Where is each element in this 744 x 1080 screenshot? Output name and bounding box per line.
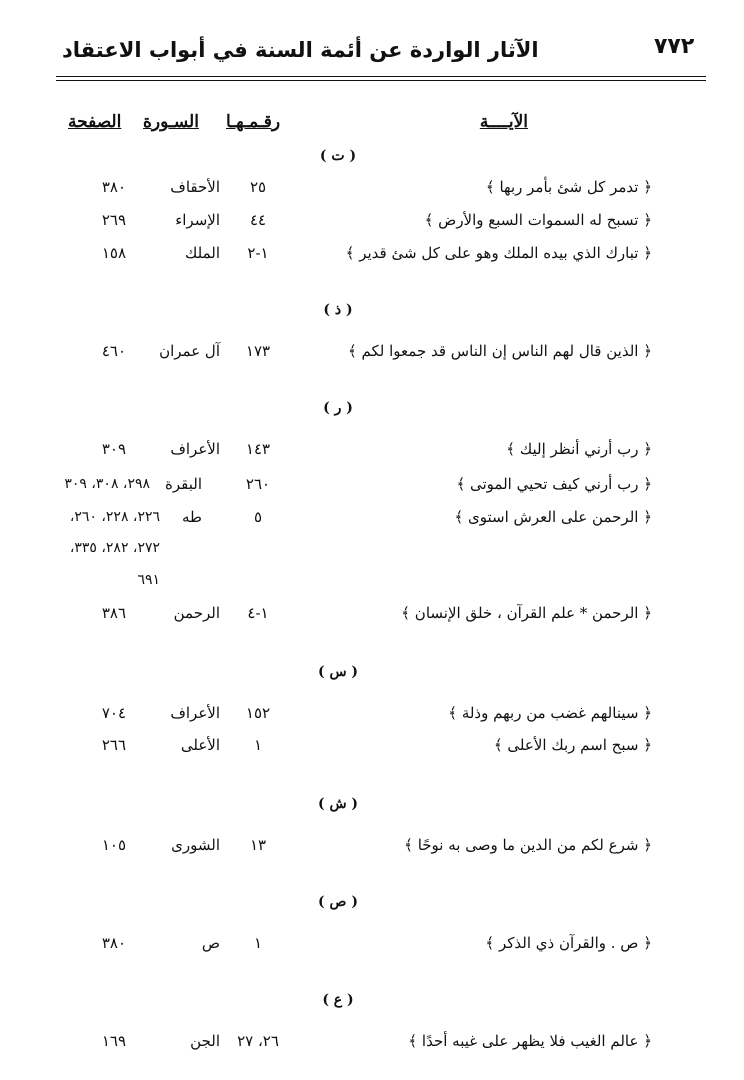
verse-number-cell: ٥	[253, 508, 263, 526]
section-letter: ( ش )	[317, 796, 359, 812]
verse-number-cell: ١-٤	[247, 604, 269, 622]
page-ref-cell: ٣٨٠	[101, 934, 126, 952]
sura-cell: آل عمران	[159, 342, 220, 360]
sura-cell: الملك	[184, 244, 220, 262]
page-ref-cell: ٣٨٦	[101, 604, 126, 622]
verse-number-cell: ٤٤	[249, 211, 267, 229]
sura-cell: الأعراف	[170, 440, 220, 458]
verse-cell: ﴿ سبح اسم ربك الأعلى ﴾	[493, 736, 652, 754]
page-ref-cell: ٢٩٨، ٣٠٨، ٣٠٩	[64, 476, 150, 492]
sura-cell: الإسراء	[175, 211, 220, 229]
verse-cell: ﴿ تبارك الذي بيده الملك وهو على كل شئ قدير ﴾	[345, 244, 652, 262]
verse-number-cell: ١٧٣	[245, 342, 271, 360]
page-ref-continuation: ٢٧٢، ٢٨٢، ٣٣٥،	[69, 540, 160, 556]
section-letter: ( ص )	[318, 894, 358, 910]
verse-cell: ﴿ رب أرني كيف تحيي الموتى ﴾	[456, 475, 652, 493]
column-header-page: الصفحة	[68, 112, 122, 132]
section-letter: ( ع )	[322, 992, 354, 1008]
page-ref-cell: ١٥٨	[101, 244, 126, 262]
page-ref-cell: ٧٠٤	[101, 704, 126, 722]
verse-cell: ﴿ الرحمن * علم القرآن ، خلق الإنسان ﴾	[401, 604, 652, 622]
sura-cell: الأحقاف	[170, 178, 220, 196]
sura-cell: طه	[182, 508, 202, 526]
sura-cell: ص	[201, 934, 220, 952]
column-header-verse: الآيــــة	[479, 112, 528, 132]
section-letter: ( ذ )	[323, 302, 353, 318]
verse-cell: ﴿ الرحمن على العرش استوى ﴾	[454, 508, 652, 526]
verse-cell: ﴿ تدمر كل شئ بأمر ربها ﴾	[485, 178, 652, 196]
verse-number-cell: ١	[253, 736, 263, 754]
verse-cell: ﴿ شرع لكم من الدين ما وصى به نوحًا ﴾	[404, 836, 652, 854]
sura-cell: البقرة	[165, 475, 202, 493]
verse-cell: ﴿ تسبح له السموات السبع والأرض ﴾	[424, 211, 652, 229]
page-ref-cell: ٤٦٠	[101, 342, 126, 360]
verse-number-cell: ٢٦٠	[245, 475, 271, 493]
verse-number-cell: ١	[253, 934, 263, 952]
verse-cell: ﴿ سينالهم غضب من ربهم وذلة ﴾	[448, 704, 652, 722]
section-letter: ( ر )	[323, 400, 353, 416]
sura-cell: الجن	[190, 1032, 220, 1050]
page-ref-cell: ١٠٥	[101, 836, 126, 854]
running-title: الآثار الواردة عن أئمة السنة في أبواب الاعتقاد	[62, 38, 539, 62]
sura-cell: الأعراف	[170, 704, 220, 722]
verse-number-cell: ١٣	[249, 836, 267, 854]
sura-cell: الرحمن	[173, 604, 220, 622]
verse-cell: ﴿ الذين قال لهم الناس إن الناس قد جمعوا لكم ﴾	[347, 342, 652, 360]
column-header-sura: السـورة	[143, 112, 199, 132]
verse-number-cell: ١٥٢	[245, 704, 271, 722]
page-ref-continuation: ٦٩١	[137, 572, 160, 588]
page-ref-cell: ٢٦٩	[101, 211, 126, 229]
page-ref-cell: ٢٢٦، ٢٢٨، ٢٦٠،	[69, 509, 160, 525]
verse-number-cell: ١٤٣	[245, 440, 271, 458]
verse-number-cell: ٢٥	[249, 178, 267, 196]
page-ref-cell: ٣٨٠	[101, 178, 126, 196]
sura-cell: الأعلى	[180, 736, 220, 754]
header-rule	[56, 76, 706, 81]
verse-cell: ﴿ عالم الغيب فلا يظهر على غيبه أحدًا ﴾	[408, 1032, 652, 1050]
sura-cell: الشورى	[171, 836, 220, 854]
page-ref-cell: ١٦٩	[101, 1032, 126, 1050]
column-header-number: رقـمـهـا	[226, 112, 281, 132]
verse-number-cell: ١-٢	[247, 244, 269, 262]
verse-cell: ﴿ رب أرني أنظر إليك ﴾	[506, 440, 652, 458]
verse-number-cell: ٢٦، ٢٧	[237, 1032, 279, 1050]
page-ref-cell: ٢٦٦	[101, 736, 126, 754]
verse-cell: ﴿ ص . والقرآن ذي الذكر ﴾	[485, 934, 652, 952]
page-ref-cell: ٣٠٩	[101, 440, 126, 458]
section-letter: ( ت )	[319, 148, 357, 164]
section-letter: ( س )	[317, 664, 359, 680]
page-number: ٧٧٢	[654, 34, 695, 59]
